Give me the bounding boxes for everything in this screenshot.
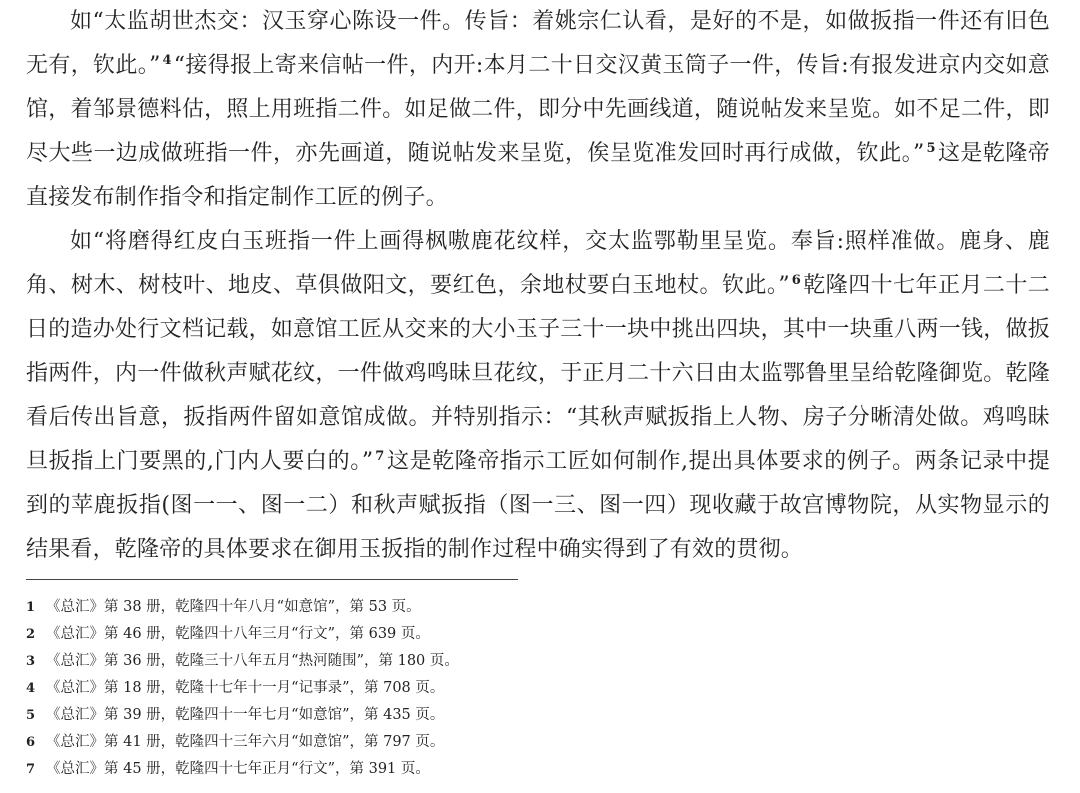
paragraph-text: 如“将磨得红皮白玉班指一件上画得枫嗷鹿花纹样，交太监鄂勒里呈览。奉旨:照样准做。鹿身、鹿角、树木、树枝叶、地皮、草俱做阳文，要红色，余地杖要白玉地杖。钦此。” (26, 229, 1050, 298)
footnote-divider (26, 579, 518, 580)
footnote-reference[interactable]: 5 (926, 141, 936, 156)
footnote-text: 《总汇》第 38 册，乾隆四十年八月“如意馆”，第 53 页。 (46, 599, 421, 615)
document-body (26, 0, 1050, 572)
paragraph-text: 如“太监胡世杰交：汉玉穿心陈设一件。传旨：着姚宗仁认看，是好的不是，如做扳指一件还有旧色无有，钦此。” (26, 9, 1050, 78)
footnote-text: 《总汇》第 41 册，乾隆四十三年六月“如意馆”，第 797 页。 (46, 734, 445, 750)
footnote-text: 《总汇》第 39 册，乾隆四十一年七月“如意馆”，第 435 页。 (46, 707, 445, 723)
footnote-number: 2 (26, 627, 36, 642)
footnote-item (26, 675, 926, 702)
footnote-list (26, 594, 926, 783)
footnote-text: 《总汇》第 18 册，乾隆十七年十一月“记事录”，第 708 页。 (46, 680, 445, 696)
paragraph-text: 乾隆四十七年正月二十二日的造办处行文档记载，如意馆工匠从交来的大小玉子三十一块中挑出四块，其中一块重八两一钱，做扳指两件，内一件做秋声赋花纹，一件做鸡鸣昧旦花纹，于正月二十六日由太监鄂鲁里呈给乾隆御览。乾隆看后传出旨意，扳指两件留如意馆成做。并特别指示：“其秋声赋扳指上人物、房子分晰清处做。鸡鸣昧旦扳指上门要黑的,门内人要白的。” (26, 273, 1051, 474)
footnote-text: 《总汇》第 46 册，乾隆四十八年三月“行文”，第 639 页。 (46, 626, 430, 642)
footnote-reference[interactable]: 6 (791, 273, 802, 288)
footnote-item (26, 648, 926, 675)
footnote-number: 4 (26, 681, 36, 696)
footnote-item (26, 756, 926, 783)
paragraph (26, 0, 1050, 220)
footnote-number: 7 (26, 762, 36, 777)
paragraph (26, 220, 1050, 572)
paragraph-text: “接得报上寄来信帖一件，内开:本月二十日交汉黄玉筒子一件，传旨:有报发进京内交如意馆，着邹景德料估，照上用班指二件。如足做二件，即分中先画线道，随说帖发来呈览。如不足二件，即尽大些一边成做班指一件，亦先画道，随说帖发来呈览，俟呈览准发回时再行成做，钦此。” (26, 53, 1050, 166)
footnote-reference[interactable]: 7 (375, 449, 385, 464)
footnote-reference[interactable]: 4 (162, 53, 172, 68)
footnote-item (26, 594, 926, 621)
footnote-text: 《总汇》第 45 册，乾隆四十七年正月“行文”，第 391 页。 (46, 761, 430, 777)
paragraph-text: 这是乾隆帝直接发布制作指令和指定制作工匠的例子。 (26, 141, 1050, 210)
footnote-item (26, 621, 926, 648)
footnote-number: 1 (26, 600, 36, 615)
footnote-number: 5 (26, 708, 36, 723)
footnote-number: 6 (26, 735, 36, 750)
footnote-text: 《总汇》第 36 册，乾隆三十八年五月“热河随围”，第 180 页。 (46, 653, 459, 669)
paragraph-text: 这是乾隆帝指示工匠如何制作,提出具体要求的例子。两条记录中提到的苹鹿扳指(图一一、图一二）和秋声赋扳指（图一三、图一四）现收藏于故宫博物院，从实物显示的结果看，乾隆帝的具体要求在御用玉扳指的制作过程中确实得到了有效的贯彻。 (26, 449, 1050, 562)
footnote-number: 3 (26, 654, 36, 669)
footnote-item (26, 702, 926, 729)
footnote-item (26, 729, 926, 756)
